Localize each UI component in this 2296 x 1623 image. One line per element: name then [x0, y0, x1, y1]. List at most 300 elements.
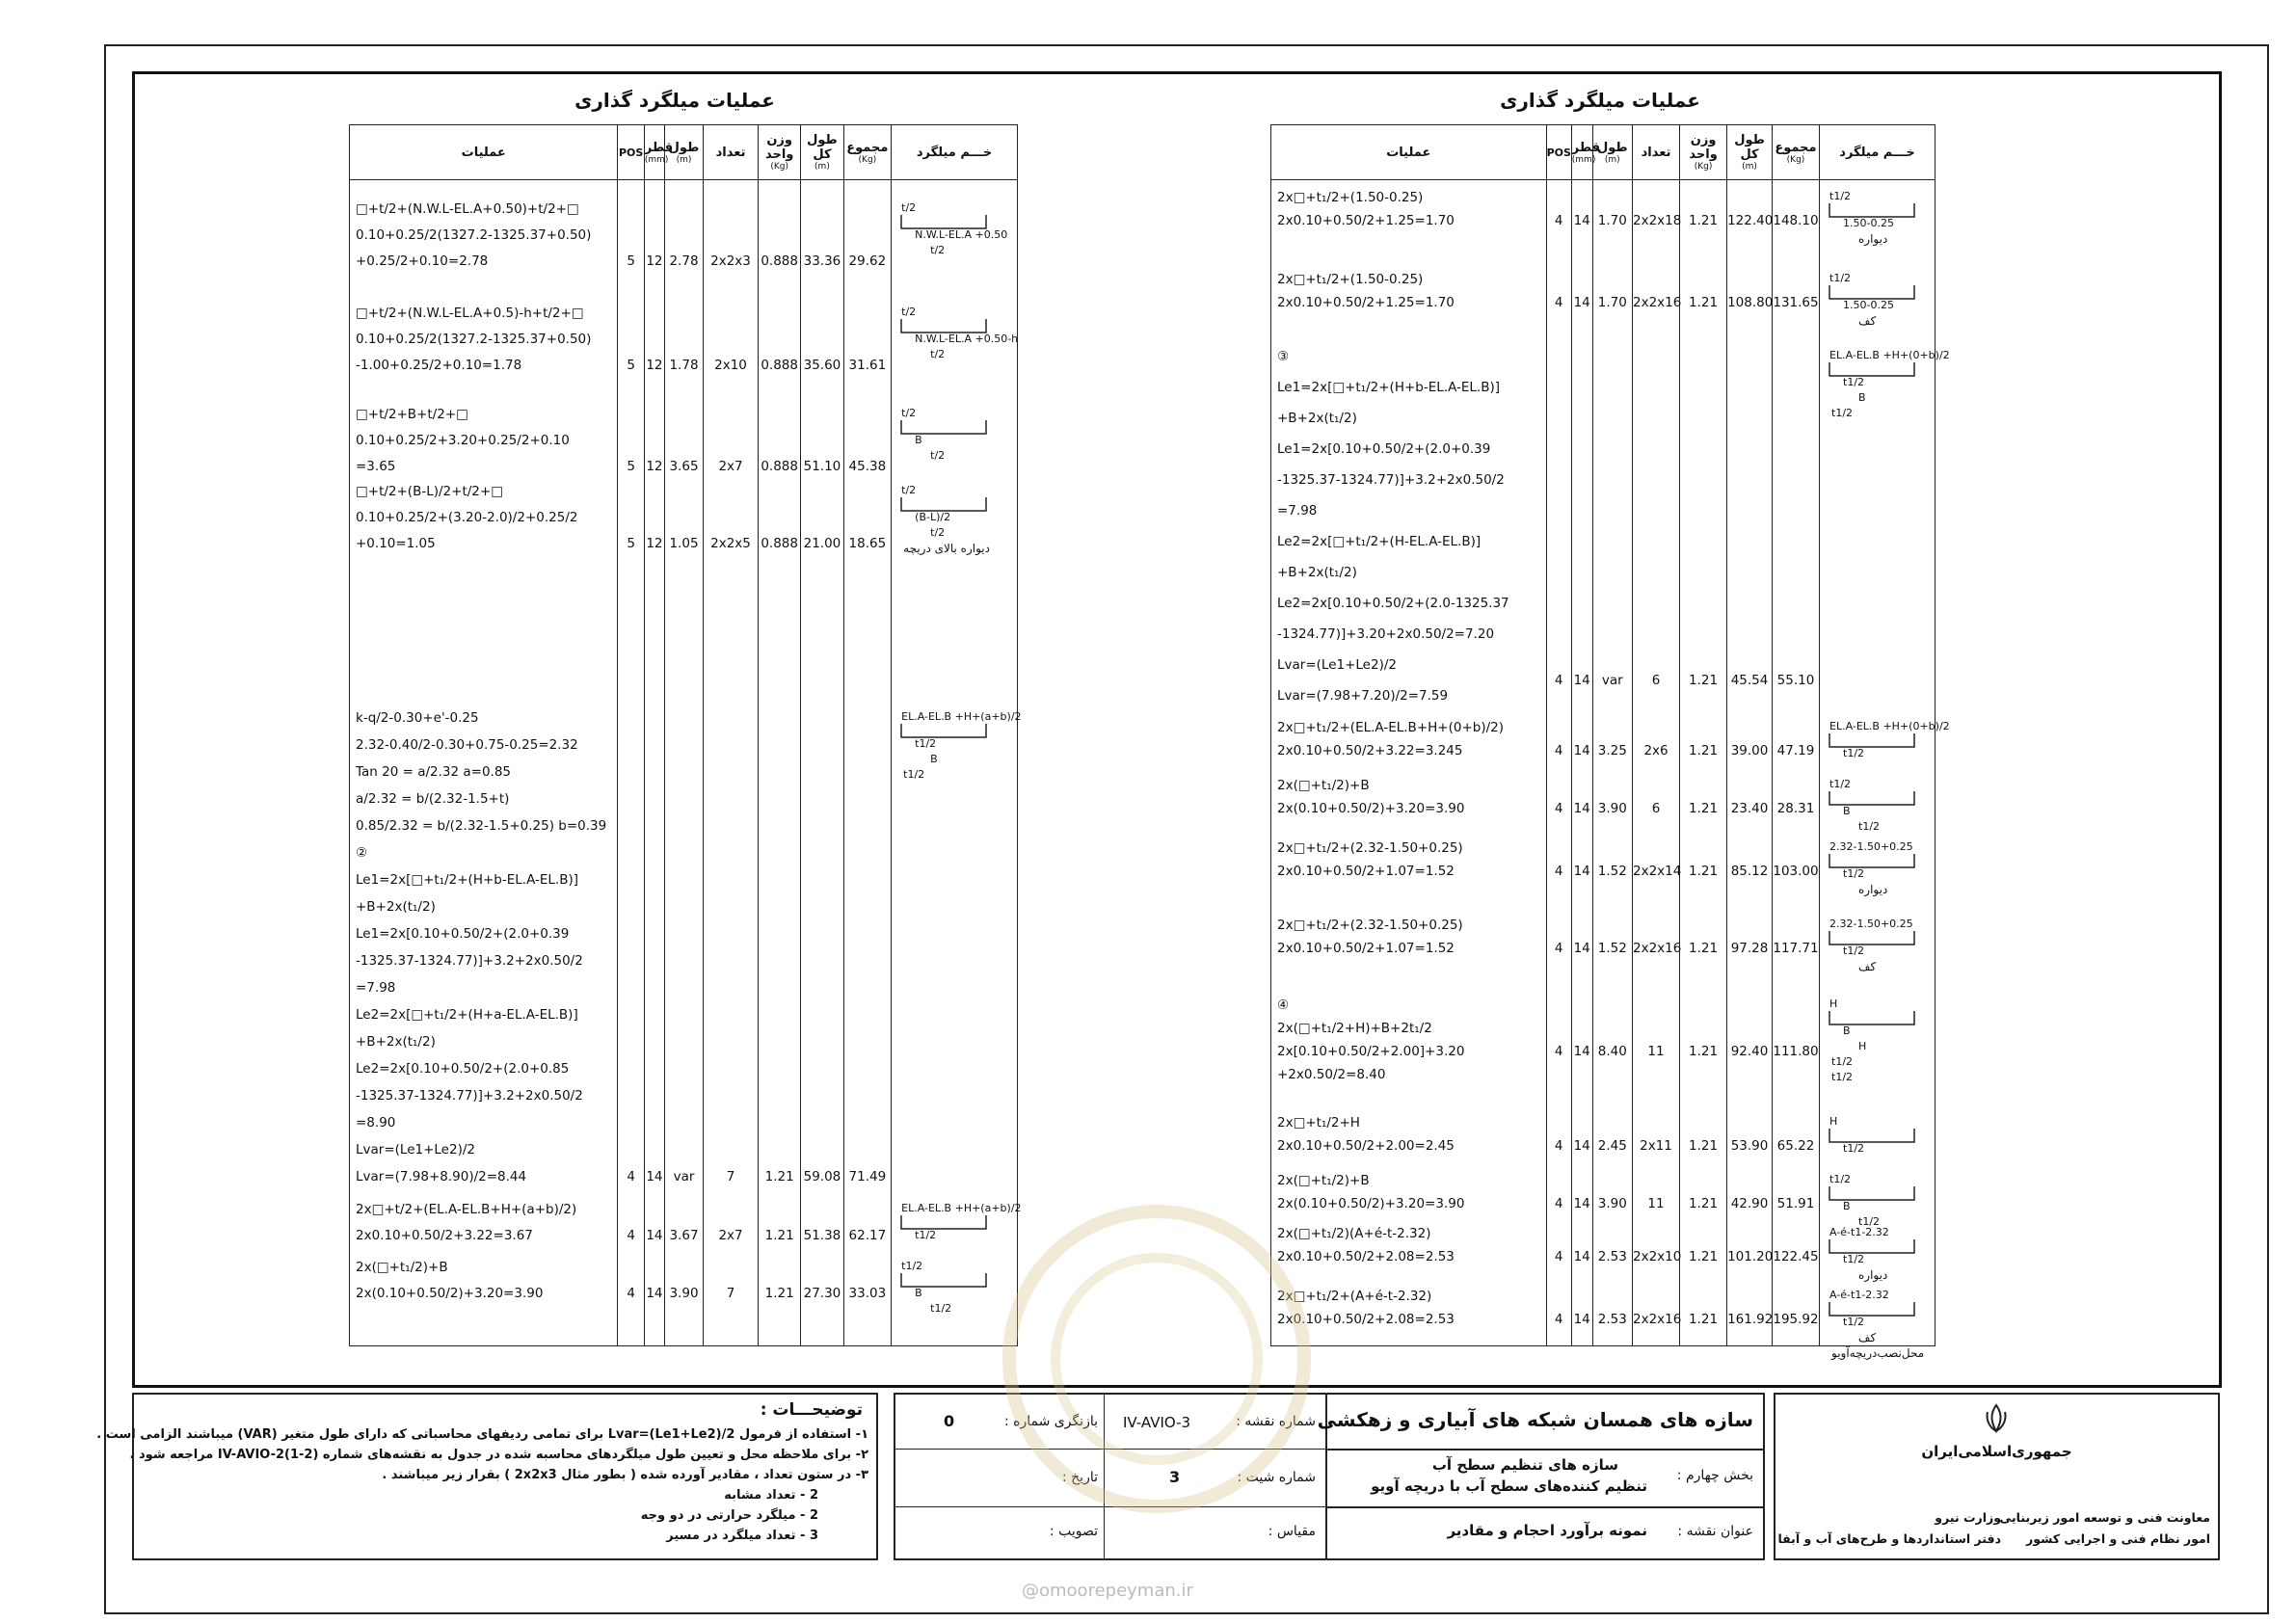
- bend-label: t1/2: [1831, 1055, 1854, 1068]
- cell-unit-wt: 1.21: [764, 1228, 794, 1243]
- cell-pos: 4: [1554, 1196, 1563, 1211]
- col-sum: [1772, 180, 1819, 1346]
- cell-dia: 14: [646, 1169, 663, 1184]
- bend-label: 1.50-0.25: [1843, 299, 1894, 311]
- formula-line: 2x(□+t₁/2)+B: [1277, 778, 1370, 793]
- bend-label: EL.A-EL.B +H+(a+b)/2: [901, 710, 1022, 723]
- rebar-shape-icon: [1824, 359, 1920, 387]
- cell-pos: 5: [627, 358, 635, 373]
- org-ministry: وزارت نیرو: [1935, 1510, 2001, 1525]
- date-label: تاریخ :: [1061, 1470, 1098, 1485]
- col-count: [704, 180, 759, 1346]
- formula-line: 2x0.10+0.50/2+1.07=1.52: [1277, 864, 1455, 879]
- col-count-header: تعداد: [1633, 125, 1680, 180]
- cell-total-len: 42.90: [1730, 1196, 1769, 1211]
- bend-label: t1/2: [930, 1302, 952, 1315]
- col-count-header: تعداد: [704, 125, 759, 180]
- formula-line: +B+2x(t₁/2): [356, 899, 436, 915]
- col-count: [1633, 180, 1680, 1346]
- bend-label: t1/2: [903, 768, 925, 781]
- cell-total-len: 85.12: [1730, 864, 1769, 879]
- cell-len: 1.52: [1597, 864, 1627, 879]
- formula-line: 2x(□+t₁/2)+B: [1277, 1173, 1370, 1188]
- col-pos-header: POS: [1546, 125, 1571, 180]
- bend-label: دیواره: [1858, 1268, 1888, 1282]
- cell-unit-wt: 1.21: [1689, 1044, 1719, 1059]
- cell-unit-wt: 1.21: [764, 1169, 794, 1184]
- col-ops-header: عملیات: [1271, 125, 1547, 180]
- bend-label: t/2: [930, 348, 946, 360]
- cell-sum: 55.10: [1776, 673, 1815, 688]
- cell-sum: 117.71: [1773, 941, 1819, 956]
- cell-dia: 14: [646, 1228, 663, 1243]
- revision-value: 0: [944, 1412, 955, 1430]
- cell-dia: 14: [1573, 801, 1590, 816]
- bend-label: B: [1858, 391, 1866, 404]
- formula-line: +2x0.50/2=8.40: [1277, 1067, 1386, 1082]
- cell-total-len: 97.28: [1730, 941, 1769, 956]
- rebar-shape-icon: [1824, 1125, 1920, 1154]
- bend-label: کف: [1858, 960, 1877, 973]
- cell-count: 7: [726, 1169, 735, 1184]
- formula-line: 2x□+t₁/2+(1.50-0.25): [1277, 190, 1424, 205]
- cell-len: 2.53: [1597, 1312, 1627, 1327]
- cell-pos: 4: [1554, 1138, 1563, 1154]
- bend-label: t1/2: [1829, 272, 1852, 284]
- formula-line: a/2.32 = b/(2.32-1.5+t): [356, 791, 510, 807]
- formula-line: Le1=2x[□+t₁/2+(H+b-EL.A-EL.B)]: [1277, 380, 1501, 395]
- cell-count: 2x7: [718, 459, 743, 474]
- cell-count: 7: [726, 1286, 735, 1301]
- bend-label: B: [1843, 1024, 1851, 1037]
- bend-label: EL.A-EL.B +H+(a+b)/2: [901, 1202, 1022, 1214]
- cell-len: 3.67: [669, 1228, 699, 1243]
- col-total-len: [1727, 180, 1773, 1346]
- country-name: جمهوری‌اسلامی‌ایران: [1921, 1443, 2072, 1460]
- cell-pos: 4: [1554, 1312, 1563, 1327]
- cell-pos: 5: [627, 536, 635, 551]
- notes-box: [96, 1393, 878, 1560]
- bend-label: 2.32-1.50+0.25: [1829, 918, 1913, 930]
- formula-line: 2x(□+t₁/2+H)+B+2t₁/2: [1277, 1021, 1432, 1036]
- bend-label: N.W.L-EL.A +0.50: [915, 228, 1008, 241]
- formula-line: 2x(□+t₁/2)(A+é-t-2.32): [1277, 1226, 1431, 1241]
- formula-line: □+t/2+(N.W.L-EL.A+0.50)+t/2+□: [356, 201, 579, 217]
- formula-line: -1324.77)]+3.20+2x0.50/2=7.20: [1277, 626, 1495, 642]
- cell-len: 1.52: [1597, 941, 1627, 956]
- col-sum-header: مجموع (Kg): [1772, 125, 1819, 180]
- formula-line: 2x0.10+0.50/2+1.07=1.52: [1277, 941, 1455, 956]
- drawing-title: نمونه برآورد احجام و مقادیر: [1447, 1522, 1647, 1539]
- cell-len: 1.78: [669, 358, 699, 373]
- cell-pos: 4: [627, 1286, 635, 1301]
- rebar-shape-icon: [1824, 1007, 1920, 1036]
- formula-line: ②: [356, 845, 368, 861]
- formula-line: +0.10=1.05: [356, 536, 436, 551]
- cell-pos: 4: [1554, 1044, 1563, 1059]
- rebar-shape-icon: [1824, 1183, 1920, 1211]
- col-bend-header: خـــم میلگرد: [892, 125, 1018, 180]
- cell-sum: 51.91: [1776, 1196, 1815, 1211]
- watermark-logo-inner: [1051, 1253, 1263, 1465]
- scale-label: مقیاس :: [1268, 1524, 1316, 1539]
- col-dia-header: قطر (mm): [1571, 125, 1592, 180]
- cell-len: 1.70: [1597, 213, 1627, 228]
- bend-label: A-é-t1-2.32: [1829, 1226, 1889, 1238]
- note-line: ۱- استفاده از فرمول Lvar=(Le1+Le2)/2 برای تمامی ردیفهای محاسباتی که دارای طول متغیر (VAR) میباشند الزامی است .: [96, 1427, 868, 1442]
- bend-label: H: [1829, 998, 1838, 1010]
- col-pos: [618, 180, 644, 1346]
- formula-line: =8.90: [356, 1115, 396, 1131]
- bend-label: t1/2: [1858, 1215, 1881, 1228]
- cell-unit-wt: 0.888: [761, 253, 798, 269]
- col-totallen-header: طول کل (m): [801, 125, 843, 180]
- bend-label: t/2: [901, 407, 917, 419]
- watermark-text: @omoorepeyman.ir: [1022, 1581, 1193, 1601]
- formula-line: Tan 20 = a/2.32 a=0.85: [356, 764, 512, 780]
- formula-line: k-q/2-0.30+e'-0.25: [356, 710, 479, 726]
- note-line: 2 - تعداد مشابه: [724, 1488, 818, 1503]
- cell-sum: 131.65: [1773, 295, 1819, 310]
- formula-line: 2x(0.10+0.50/2)+3.20=3.90: [1277, 1196, 1465, 1211]
- bend-label: کف: [1858, 314, 1877, 328]
- cell-dia: 14: [1573, 743, 1590, 758]
- revision-label: بازنگری شماره :: [1003, 1414, 1098, 1429]
- rebar-shape-icon: [1824, 730, 1920, 758]
- cell-sum: 33.03: [848, 1286, 887, 1301]
- cell-dia: 12: [646, 459, 663, 474]
- cell-dia: 12: [646, 358, 663, 373]
- cell-sum: 103.00: [1773, 864, 1819, 879]
- cell-pos: 4: [1554, 295, 1563, 310]
- formula-line: 2x0.10+0.50/2+2.00=2.45: [1277, 1138, 1455, 1154]
- bend-label: (B-L)/2: [915, 511, 951, 523]
- bend-label: t1/2: [1843, 945, 1865, 957]
- cell-sum: 71.49: [848, 1169, 887, 1184]
- org-affairs: امور نظام فنی و اجرایی کشور: [2026, 1531, 2210, 1546]
- formula-line: 2x0.10+0.50/2+1.25=1.70: [1277, 213, 1455, 228]
- formula-line: =7.98: [356, 980, 396, 996]
- rebar-shape-icon: [1824, 927, 1920, 956]
- note-line: ۲- برای ملاحظه محل و تعیین طول میلگردهای محاسبه شده در جدول به نقشه‌های شماره (IV-AVIO-2(1-2 مراجعه شود .: [129, 1448, 868, 1462]
- cell-len: 3.65: [669, 459, 699, 474]
- cell-total-len: 92.40: [1730, 1044, 1769, 1059]
- bend-label: t/2: [901, 484, 917, 496]
- formula-line: 2x(0.10+0.50/2)+3.20=3.90: [1277, 801, 1465, 816]
- cell-sum: 65.22: [1776, 1138, 1815, 1154]
- formula-line: Lvar=(Le1+Le2)/2: [1277, 657, 1397, 673]
- cell-count: 6: [1651, 673, 1661, 688]
- cell-sum: 47.19: [1776, 743, 1815, 758]
- bend-label: A-é-t1-2.32: [1829, 1289, 1889, 1301]
- formula-line: 2.32-0.40/2-0.30+0.75-0.25=2.32: [356, 737, 578, 753]
- cell-dia: 14: [1573, 1196, 1590, 1211]
- cell-pos: 4: [1554, 864, 1563, 879]
- col-len: [664, 180, 703, 1346]
- part-line-2: تنظیم کننده‌های سطح آب با دریچه آویو: [1371, 1477, 1647, 1495]
- cell-len: var: [1601, 673, 1623, 688]
- bend-label: t1/2: [1831, 407, 1854, 419]
- bend-label: t1/2: [1843, 1142, 1865, 1155]
- rebar-shape-icon: [895, 1211, 992, 1240]
- formula-line: Le1=2x[0.10+0.50/2+(2.0+0.39: [1277, 441, 1491, 457]
- formula-line: 2x0.10+0.50/2+3.22=3.67: [356, 1228, 533, 1243]
- bend-label: t1/2: [1843, 867, 1865, 880]
- project-title: سازه های همسان شبکه های آبیاری و زهکشی: [1317, 1408, 1753, 1431]
- cell-pos: 4: [1554, 213, 1563, 228]
- formula-line: 0.10+0.25/2(1327.2-1325.37+0.50): [356, 227, 592, 243]
- bend-label: t1/2: [1843, 747, 1865, 759]
- part-line-1: سازه های تنظیم سطح آب: [1431, 1456, 1618, 1474]
- bend-label: t1/2: [915, 1229, 937, 1241]
- col-len-header: طول (m): [664, 125, 703, 180]
- cell-count: 2x6: [1643, 743, 1669, 758]
- org-standards-office: دفتر استانداردها و طرح‌های آب و آبفا: [1777, 1531, 2001, 1546]
- cell-len: 3.25: [1597, 743, 1627, 758]
- cell-sum: 148.10: [1773, 213, 1819, 228]
- cell-dia: 14: [646, 1286, 663, 1301]
- cell-sum: 45.38: [848, 459, 887, 474]
- cell-pos: 5: [627, 253, 635, 269]
- left-section-title: عملیات میلگرد گذاری: [574, 89, 775, 112]
- bend-label: t1/2: [1829, 190, 1852, 202]
- cell-sum: 18.65: [848, 536, 887, 551]
- formula-line: 2x□+t₁/2+(2.32-1.50+0.25): [1277, 918, 1463, 933]
- cell-len: 2.45: [1597, 1138, 1627, 1154]
- formula-line: 2x0.10+0.50/2+1.25=1.70: [1277, 295, 1455, 310]
- rebar-shape-icon: [1824, 1236, 1920, 1264]
- bend-label: H: [1829, 1115, 1838, 1128]
- cell-sum: 111.80: [1773, 1044, 1819, 1059]
- bend-label: t1/2: [1843, 376, 1865, 388]
- cell-count: 2x11: [1640, 1138, 1672, 1154]
- formula-line: 2x□+t₁/2+(A+é-t-2.32): [1277, 1289, 1432, 1304]
- formula-line: Lvar=(Le1+Le2)/2: [356, 1142, 475, 1157]
- cell-total-len: 45.54: [1730, 673, 1769, 688]
- note-line: 2 - میلگرد حرارتی در دو وجه: [640, 1508, 818, 1523]
- cell-unit-wt: 1.21: [1689, 213, 1719, 228]
- cell-unit-wt: 1.21: [1689, 941, 1719, 956]
- cell-total-len: 35.60: [803, 358, 841, 373]
- formula-line: 2x0.10+0.50/2+3.22=3.245: [1277, 743, 1463, 758]
- cell-dia: 14: [1573, 1138, 1590, 1154]
- bend-label: t/2: [901, 306, 917, 318]
- col-len-header: طول (m): [1592, 125, 1632, 180]
- cell-dia: 14: [1573, 941, 1590, 956]
- national-emblem-icon: [1980, 1402, 2013, 1435]
- col-total-len: [801, 180, 843, 1346]
- formula-line: +B+2x(t₁/2): [1277, 411, 1357, 426]
- formula-line: 2x(0.10+0.50/2)+3.20=3.90: [356, 1286, 544, 1301]
- cell-len: 3.90: [669, 1286, 699, 1301]
- bend-label: B: [930, 753, 938, 765]
- bend-label: t1/2: [1858, 820, 1881, 833]
- formula-line: +B+2x(t₁/2): [356, 1034, 436, 1050]
- cell-len: var: [673, 1169, 695, 1184]
- rebar-shape-icon: [895, 1269, 992, 1298]
- bend-label: t1/2: [1843, 1253, 1865, 1265]
- right-section-title: عملیات میلگرد گذاری: [1500, 89, 1700, 112]
- cell-unit-wt: 1.21: [1689, 1249, 1719, 1264]
- bend-label: B: [915, 1287, 922, 1299]
- cell-dia: 14: [1573, 1312, 1590, 1327]
- notes-title: توضیحـــات :: [760, 1400, 863, 1420]
- cell-total-len: 39.00: [1730, 743, 1769, 758]
- cell-pos: 4: [627, 1169, 635, 1184]
- cell-dia: 14: [1573, 1249, 1590, 1264]
- cell-count: 11: [1647, 1044, 1665, 1059]
- cell-unit-wt: 0.888: [761, 536, 798, 551]
- formula-line: □+t/2+B+t/2+□: [356, 407, 468, 422]
- formula-line: 2x□+t₁/2+H: [1277, 1115, 1360, 1131]
- formula-line: 2x[0.10+0.50/2+2.00]+3.20: [1277, 1044, 1465, 1059]
- col-dia: [1571, 180, 1592, 1346]
- formula-line: -1325.37-1324.77)]+3.2+2x0.50/2: [356, 1088, 583, 1104]
- cell-unit-wt: 1.21: [1689, 1196, 1719, 1211]
- col-sum-header: مجموع (Kg): [843, 125, 892, 180]
- bend-label: H: [1858, 1040, 1867, 1052]
- rebar-shape-icon: [1824, 1298, 1920, 1327]
- formula-line: +0.25/2+0.10=2.78: [356, 253, 489, 269]
- formula-line: 2x0.10+0.50/2+2.08=2.53: [1277, 1312, 1455, 1327]
- cell-unit-wt: 1.21: [1689, 864, 1719, 879]
- col-sum: [843, 180, 892, 1346]
- formula-line: -1.00+0.25/2+0.10=1.78: [356, 358, 522, 373]
- cell-total-len: 23.40: [1730, 801, 1769, 816]
- cell-unit-wt: 1.21: [1689, 743, 1719, 758]
- cell-unit-wt: 1.21: [1689, 1138, 1719, 1154]
- cell-total-len: 51.38: [803, 1228, 841, 1243]
- cell-count: 2x2x5: [710, 536, 751, 551]
- formula-line: Lvar=(7.98+8.90)/2=8.44: [356, 1169, 527, 1184]
- org-deputy: معاونت فنی و توسعه امور زیربنایی: [1999, 1510, 2210, 1525]
- cell-len: 1.70: [1597, 295, 1627, 310]
- cell-pos: 4: [627, 1228, 635, 1243]
- formula-line: Le1=2x[□+t₁/2+(H+b-EL.A-EL.B)]: [356, 872, 579, 888]
- formula-line: Lvar=(7.98+7.20)/2=7.59: [1277, 688, 1449, 704]
- col-bend: [892, 180, 1022, 1346]
- drawing-title-label: عنوان نقشه :: [1677, 1524, 1753, 1539]
- cell-unit-wt: 1.21: [1689, 1312, 1719, 1327]
- formula-line: Le2=2x[0.10+0.50/2+(2.0+0.85: [356, 1061, 570, 1077]
- col-bend-header: خـــم میلگرد: [1820, 125, 1936, 180]
- formula-line: Le1=2x[0.10+0.50/2+(2.0+0.39: [356, 926, 570, 942]
- bend-label: کف: [1858, 1331, 1877, 1344]
- cell-sum: 122.45: [1773, 1249, 1819, 1264]
- formula-line: -1325.37-1324.77)]+3.2+2x0.50/2: [356, 953, 583, 969]
- cell-count: 11: [1647, 1196, 1665, 1211]
- cell-sum: 195.92: [1773, 1312, 1819, 1327]
- formula-line: Le2=2x[□+t₁/2+(H-EL.A-EL.B)]: [1277, 534, 1482, 549]
- bend-label: t/2: [930, 244, 946, 256]
- cell-count: 2x2x3: [710, 253, 751, 269]
- col-ops: [1271, 180, 1547, 1346]
- cell-total-len: 21.00: [803, 536, 841, 551]
- drawing-no: IV-AVIO-3: [1123, 1414, 1191, 1431]
- cell-unit-wt: 1.21: [764, 1286, 794, 1301]
- cell-count: 2x2x16: [1633, 295, 1682, 310]
- rebar-shape-icon: [1824, 850, 1920, 879]
- note-line: ۳- در ستون تعداد ، مقادیر آورده شده ( بطور مثال 2x2x3 ) بقرار زیر میباشند .: [382, 1468, 868, 1482]
- cell-dia: 14: [1573, 1044, 1590, 1059]
- formula-line: ④: [1277, 998, 1290, 1013]
- bend-label: t1/2: [901, 1260, 923, 1272]
- bend-label: EL.A-EL.B +H+(0+b)/2: [1829, 720, 1950, 732]
- formula-line: ③: [1277, 349, 1290, 364]
- drawing-no-label: شماره نقشه :: [1236, 1414, 1316, 1429]
- col-pos: [1546, 180, 1571, 1346]
- cell-count: 2x7: [718, 1228, 743, 1243]
- bend-label: محل‌نصب‌دریچه‌آویو: [1831, 1346, 1925, 1360]
- col-unit-wt: [1680, 180, 1727, 1346]
- bend-label: EL.A-EL.B +H+(0+b)/2: [1829, 349, 1950, 361]
- cell-dia: 12: [646, 253, 663, 269]
- cell-unit-wt: 1.21: [1689, 801, 1719, 816]
- formula-line: Le2=2x[□+t₁/2+(H+a-EL.A-EL.B)]: [356, 1007, 578, 1023]
- cell-unit-wt: 0.888: [761, 358, 798, 373]
- cell-pos: 5: [627, 459, 635, 474]
- cell-total-len: 33.36: [803, 253, 841, 269]
- bend-label: دیواره: [1858, 883, 1888, 896]
- col-totallen-header: طول کل (m): [1727, 125, 1773, 180]
- cell-unit-wt: 1.21: [1689, 295, 1719, 310]
- cell-dia: 14: [1573, 213, 1590, 228]
- cell-total-len: 53.90: [1730, 1138, 1769, 1154]
- cell-count: 2x10: [714, 358, 747, 373]
- bend-label: دیواره بالای دریچه: [903, 542, 990, 555]
- cell-count: 2x2x16: [1633, 1312, 1682, 1327]
- cell-count: 2x2x16: [1633, 941, 1682, 956]
- formula-line: □+t/2+(N.W.L-EL.A+0.5)-h+t/2+□: [356, 306, 584, 321]
- col-dia-header: قطر (mm): [644, 125, 664, 180]
- bend-label: t1/2: [1831, 1071, 1854, 1083]
- cell-total-len: 161.92: [1727, 1312, 1774, 1327]
- formula-line: 2x(□+t₁/2)+B: [356, 1260, 448, 1275]
- cell-len: 1.05: [669, 536, 699, 551]
- bend-label: B: [1843, 805, 1851, 817]
- cell-dia: 12: [646, 536, 663, 551]
- sheet-label: شماره شیت :: [1237, 1470, 1316, 1485]
- bend-label: t/2: [901, 201, 917, 214]
- cell-sum: 62.17: [848, 1228, 887, 1243]
- rebar-shape-icon: [895, 720, 992, 749]
- col-len: [1592, 180, 1632, 1346]
- cell-len: 2.78: [669, 253, 699, 269]
- cell-total-len: 122.40: [1727, 213, 1774, 228]
- cell-total-len: 51.10: [803, 459, 841, 474]
- formula-line: +B+2x(t₁/2): [1277, 565, 1357, 580]
- col-dia: [644, 180, 664, 1346]
- sheet-value: 3: [1169, 1468, 1181, 1486]
- organization-box: [1774, 1393, 2220, 1560]
- right-rebar-table: [1270, 124, 1950, 1360]
- bend-label: N.W.L-EL.A +0.50-h: [915, 333, 1019, 345]
- formula-line: 2x□+t₁/2+(2.32-1.50+0.25): [1277, 840, 1463, 856]
- bend-label: B: [915, 434, 922, 446]
- cell-sum: 29.62: [848, 253, 887, 269]
- cell-pos: 4: [1554, 941, 1563, 956]
- bend-label: دیواره: [1858, 232, 1888, 246]
- cell-pos: 4: [1554, 801, 1563, 816]
- cell-pos: 4: [1554, 743, 1563, 758]
- col-unit-wt: [759, 180, 801, 1346]
- cell-len: 8.40: [1597, 1044, 1627, 1059]
- bend-label: 1.50-0.25: [1843, 217, 1894, 229]
- bend-label: t/2: [930, 449, 946, 462]
- cell-len: 3.90: [1597, 801, 1627, 816]
- cell-total-len: 59.08: [803, 1169, 841, 1184]
- formula-line: 2x0.10+0.50/2+2.08=2.53: [1277, 1249, 1455, 1264]
